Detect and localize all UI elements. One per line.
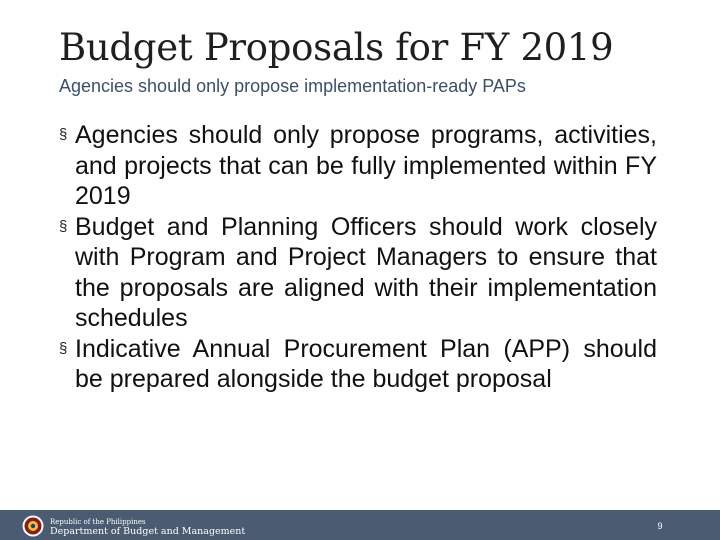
page-number: 9: [657, 521, 663, 531]
slide-title: Budget Proposals for FY 2019: [59, 26, 614, 69]
dbm-seal-icon: [22, 515, 44, 537]
bullet-list: [59, 120, 657, 395]
bullet-item: [59, 334, 657, 395]
bullet-marker-icon: §: [59, 339, 68, 357]
bullet-text: Indicative Annual Procurement Plan (APP) should be prepared alongside the budget proposal: [75, 334, 657, 393]
footer-department-label: Department of Budget and Management: [50, 526, 246, 537]
bullet-item: [59, 120, 657, 212]
bullet-marker-icon: §: [59, 217, 68, 235]
footer-republic-label: Republic of the Philippines: [50, 518, 146, 526]
bullet-text: Agencies should only propose programs, activities, and projects that can be fully implemented within FY 2019: [75, 121, 657, 210]
slide-subtitle: Agencies should only propose implementation-ready PAPs: [59, 76, 526, 96]
bullet-marker-icon: §: [59, 126, 68, 143]
bullet-text: Budget and Planning Officers should work closely with Program and Project Managers to ensure that the proposals are aligned with their implementation schedules: [75, 212, 657, 332]
bullet-item: [59, 212, 657, 334]
